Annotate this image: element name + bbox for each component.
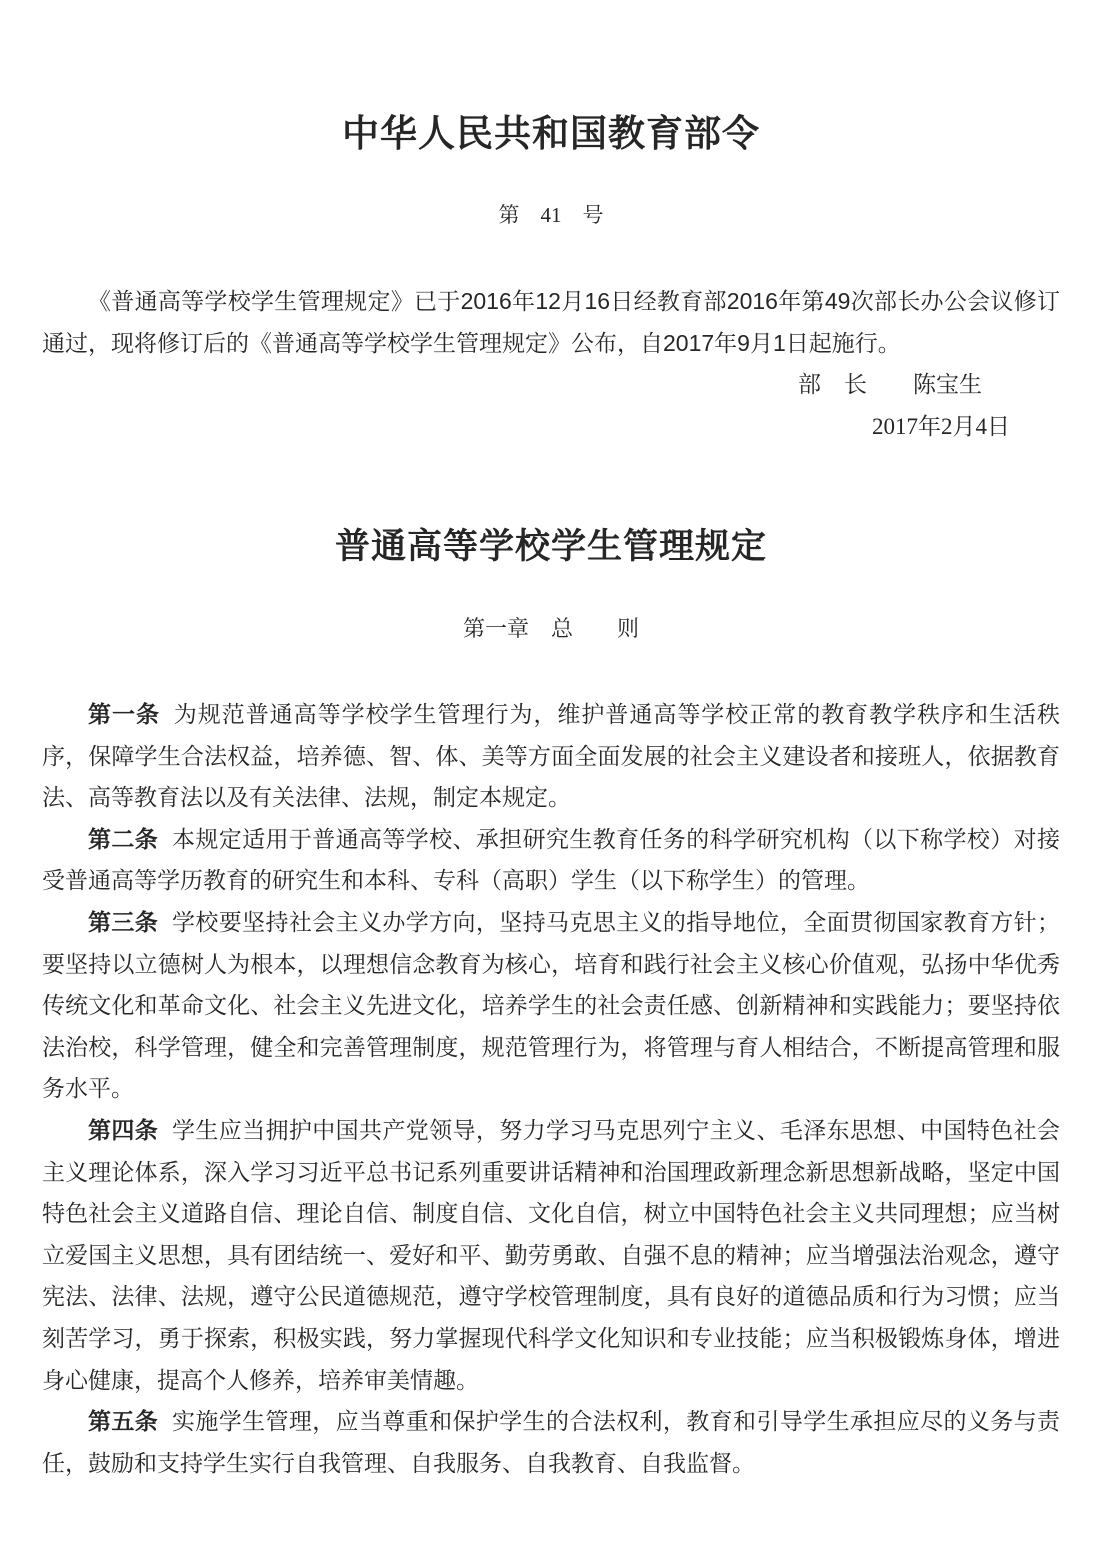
- article-4-number: 第四条: [88, 1116, 159, 1143]
- regulation-title: 普通高等学校学生管理规定: [334, 527, 767, 566]
- articles-body: [42, 694, 1060, 1484]
- article-2: [42, 819, 1060, 902]
- order-number: 第 41 号: [498, 203, 604, 227]
- article-1-text: 为规范普通高等学校学生管理行为，维护普通高等学校正常的教育教学秩序和生活秩序，保障学生合法权益，培养德、智、体、美等方面全面发展的社会主义建设者和接班人，依据教育法、高等教育法以及有关法律、法规，制定本规定。: [42, 701, 1061, 811]
- promulgation-block: [42, 280, 1060, 448]
- promulgation-paragraph: 《普通高等学校学生管理规定》已于2016年12月16日经教育部2016年第49次部长办公会议修订通过，现将修订后的《普通高等学校学生管理规定》公布，自2017年9月1日起施行。: [42, 288, 1060, 356]
- article-4-text: 学生应当拥护中国共产党领导，努力学习马克思列宁主义、毛泽东思想、中国特色社会主义理论体系，深入学习习近平总书记系列重要讲话精神和治国理政新理念新思想新战略，坚定中国特色社会主义道路自信、理论自信、制度自信、文化自信，树立中国特色社会主义共同理想；应当树立爱国主义思想，具有团结统一、爱好和平、勤劳勇敢、自强不息的精神；应当增强法治观念，遵守宪法、法律、法规，遵守公民道德规范，遵守学校管理制度，具有良好的道德品质和行为习惯；应当刻苦学习，勇于探索，积极实践，努力掌握现代科学文化知识和专业技能；应当积极锻炼身体，增进身心健康，提高个人修养，培养审美情趣。: [42, 1116, 1061, 1393]
- article-2-text: 本规定适用于普通高等学校、承担研究生教育任务的科学研究机构（以下称学校）对接受普通高等学历教育的研究生和本科、专科（高职）学生（以下称学生）的管理。: [42, 825, 1061, 894]
- article-1: [42, 694, 1060, 819]
- article-4: [42, 1110, 1060, 1401]
- ministry-order-title: 中华人民共和国教育部令: [342, 114, 760, 155]
- article-5: [42, 1401, 1060, 1484]
- article-3: [42, 902, 1060, 1110]
- chapter-heading: 第一章 总 则: [462, 616, 639, 641]
- article-3-text: 学校要坚持社会主义办学方向，坚持马克思主义的指导地位，全面贯彻国家教育方针；要坚持以立德树人为根本，以理想信念教育为核心，培育和践行社会主义核心价值观，弘扬中华优秀传统文化和革命文化、社会主义先进文化，培养学生的社会责任感、创新精神和实践能力；要坚持依法治校，科学管理，健全和完善管理制度，规范管理行为，将管理与育人相结合，不断提高管理和服务水平。: [42, 908, 1061, 1102]
- minister-signature: 部 长 陈宝生: [798, 372, 982, 397]
- article-2-number: 第二条: [88, 825, 159, 852]
- signature-date: 2017年2月4日: [872, 414, 1010, 439]
- article-1-number: 第一条: [88, 701, 160, 727]
- article-3-number: 第三条: [88, 908, 159, 935]
- article-5-text: 实施学生管理，应当尊重和保护学生的合法权利，教育和引导学生承担应尽的义务与责任，鼓励和支持学生实行自我管理、自我服务、自我教育、自我监督。: [42, 1408, 1061, 1476]
- article-5-number: 第五条: [88, 1408, 159, 1435]
